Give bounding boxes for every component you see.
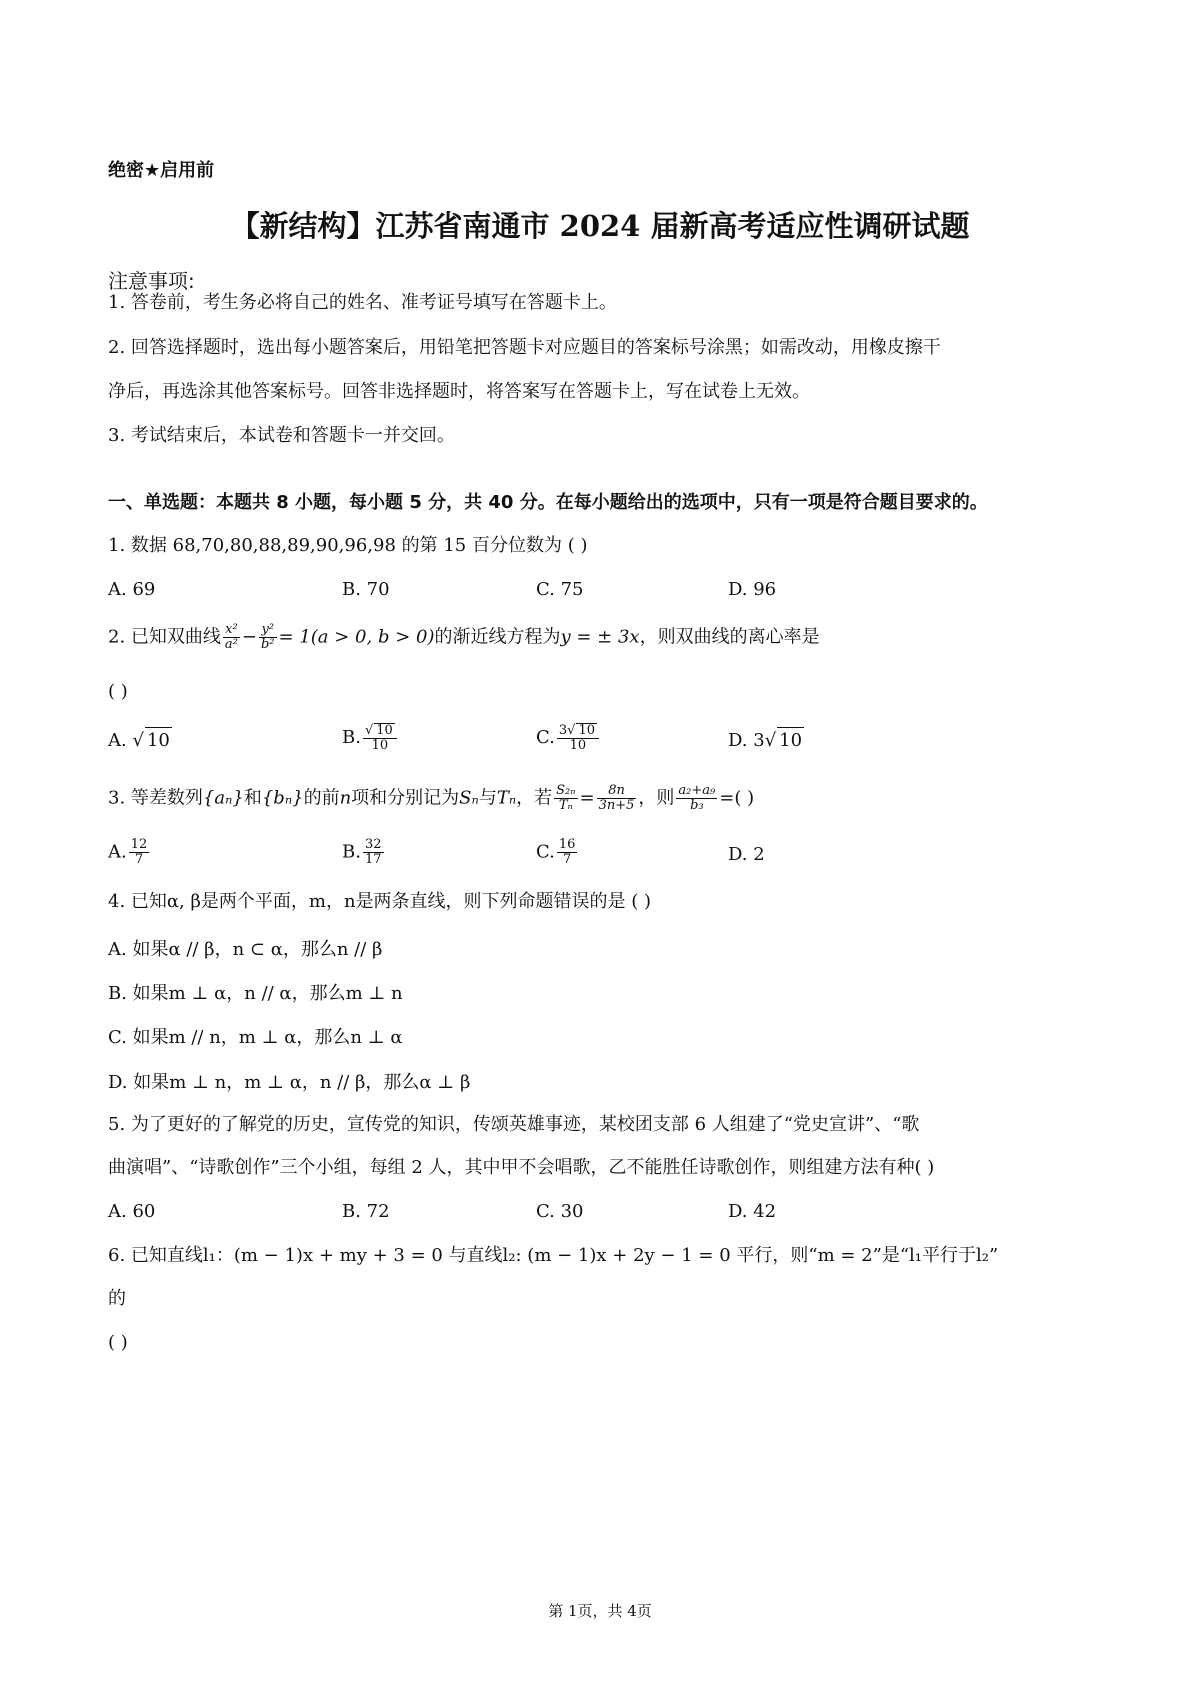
q3-fraction-target: $\frac{\text{a₂+a₉}}{\text{b₃}}$ — [678, 783, 716, 813]
question-5-option-b: B. 72 — [342, 1201, 390, 1222]
question-2-option-a: A. √ 10 — [108, 727, 172, 754]
q3-fraction-value: $\frac{8n}{3n+5}$ — [598, 783, 635, 813]
question-6-paren: ( ) — [108, 1332, 128, 1353]
question-2-stem: 2. 已知双曲线 $\frac{\text{x²}}{\text{a²}}$ − $\frac{\text{y²}}{\text{b²}}$ = 1(a > 0, b > 0)的渐近线方程为y = ± 3x，则双曲线的离心率是 — [108, 622, 820, 652]
question-5-option-d: D. 42 — [728, 1201, 777, 1222]
question-3-option-a: A. $\frac{12}{7}$ — [108, 837, 148, 867]
question-3-option-c: C. $\frac{16}{7}$ — [536, 837, 576, 867]
question-1-option-c: C. 75 — [536, 579, 584, 600]
notice-heading: 注意事项: — [108, 269, 195, 293]
question-2-option-b: B. $\frac{√ 10}{10}$ — [342, 723, 399, 753]
notice-item-2-line-2: 净后，再选涂其他答案标号。回答非选择题时，将答案写在答题卡上，写在试卷上无效。 — [108, 381, 810, 402]
question-1-option-d: D. 96 — [728, 579, 777, 600]
notice-item-2-line-1: 2. 回答选择题时，选出每小题答案后，用铅笔把答题卡对应题目的答案标号涂黑；如需改动，用橡皮擦干 — [108, 337, 941, 358]
page-footer: 第 1页，共 4页 — [548, 1602, 652, 1620]
notice-item-3: 3. 考试结束后，本试卷和答题卡一并交回。 — [108, 425, 455, 446]
question-4-option-c: C. 如果m // n，m ⊥ α，那么n ⊥ α — [108, 1027, 403, 1048]
question-5-option-a: A. 60 — [108, 1201, 156, 1222]
q2-fraction-y: $\frac{\text{y²}}{\text{b²}}$ — [260, 622, 275, 652]
q2-prefix: 2. 已知双曲线 — [108, 626, 221, 648]
question-3-option-b: B. $\frac{32}{17}$ — [342, 837, 382, 867]
q2-fraction-x: $\frac{\text{x²}}{\text{a²}}$ — [224, 622, 238, 652]
question-2-paren: ( ) — [108, 681, 128, 702]
question-1-stem: 1. 数据 68,70,80,88,89,90,96,98 的第 15 百分位数为 ( ) — [108, 535, 588, 556]
question-1-option-b: B. 70 — [342, 579, 390, 600]
question-5-line-2: 曲演唱”、“诗歌创作”三个小组，每组 2 人，其中甲不会唱歌，乙不能胜任诗歌创作，则组建方法有种( ) — [108, 1157, 935, 1178]
question-4-option-d: D. 如果m ⊥ n，m ⊥ α，n // β，那么α ⊥ β — [108, 1072, 471, 1093]
question-4-option-a: A. 如果α // β，n ⊂ α，那么n // β — [108, 939, 383, 960]
question-5-option-c: C. 30 — [536, 1201, 584, 1222]
q3-fraction-ratio: $\frac{\text{S₂ₙ}}{\text{Tₙ}}$ — [556, 783, 576, 813]
notice-item-1: 1. 答卷前，考生务必将自己的姓名、准考证号填写在答题卡上。 — [108, 292, 617, 313]
question-6-line-1: 6. 已知直线l₁：(m − 1)x + my + 3 = 0 与直线l₂: (m − 1)x + 2y − 1 = 0 平行，则“m = 2”是“l₁平行于l₂” — [108, 1245, 999, 1266]
exam-title: 【新结构】江苏省南通市 2024 届新高考适应性调研试题 — [230, 209, 970, 243]
question-3-stem: 3. 等差数列{aₙ}和{bₙ}的前n项和分别记为Sₙ与Tₙ，若 $\frac{\text{S₂ₙ}}{\text{Tₙ}}$ = $\frac{8n}{3n+5}$ ，则 $\frac{\text{a₂+a₉}}{\text{b₃}}$ =( ) — [108, 783, 755, 813]
question-5-line-1: 5. 为了更好的了解党的历史，宣传党的知识，传颂英雄事迹，某校团支部 6 人组建了“党史宣讲”、“歌 — [108, 1114, 920, 1135]
question-3-option-d: D. 2 — [728, 844, 765, 865]
question-2-option-d: D. 3√ 10 — [728, 727, 804, 754]
question-2-option-c: C. $\frac{3√ 10}{10}$ — [536, 723, 601, 753]
section-heading-single-choice: 一、单选题：本题共 8 小题，每小题 5 分，共 40 分。在每小题给出的选项中，只有一项是符合题目要求的。 — [108, 492, 988, 513]
question-4-option-b: B. 如果m ⊥ α，n // α，那么m ⊥ n — [108, 983, 403, 1004]
confidential-label: 绝密★启用前 — [108, 160, 215, 181]
question-4-stem: 4. 已知α, β是两个平面，m，n是两条直线，则下列命题错误的是 ( ) — [108, 891, 652, 912]
question-1-option-a: A. 69 — [108, 579, 156, 600]
question-6-line-2: 的 — [108, 1288, 126, 1309]
